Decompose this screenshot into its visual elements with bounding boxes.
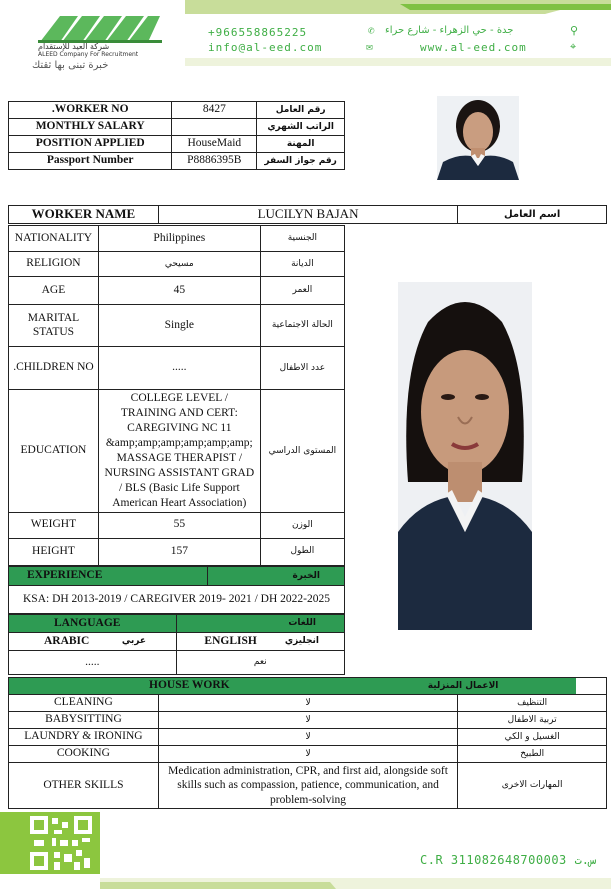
company-name-ar: شركة العيد للإستقدام [38, 42, 110, 51]
salary-value [172, 119, 257, 136]
qr-block [0, 812, 100, 874]
whatsapp-icon: ✆ [368, 24, 376, 37]
house-work-label-ar: الاعمال المنزلية [428, 678, 577, 695]
table-row [9, 729, 607, 746]
laundry-label-ar: الغسيل و الكي [458, 729, 607, 746]
location-icon: ⚲ [570, 24, 580, 37]
other-skills-label-ar: المهارات الاخرى [458, 763, 607, 809]
marital-label: MARITAL STATUS [9, 305, 99, 347]
language-label-ar: اللغات [176, 615, 344, 633]
table-row [9, 763, 607, 809]
worker-no-value: 8427 [172, 102, 257, 119]
address-text: جدة - حي الزهراء - شارع حراء [385, 25, 514, 36]
house-work-label: HOUSE WORK [9, 678, 458, 695]
marital-label-ar: الحالة الاجتماعية [260, 305, 344, 347]
passport-label: Passport Number [9, 153, 172, 170]
english-value: نعم [176, 651, 344, 675]
marital-value: Single [98, 305, 260, 347]
weight-value: 55 [98, 512, 260, 538]
table-row [9, 136, 345, 153]
details-table [8, 225, 345, 566]
english-label: ENGLISH [176, 633, 260, 651]
babysitting-label: BABYSITTING [9, 712, 159, 729]
table-row [9, 119, 345, 136]
experience-value: KSA: DH 2013-2019 / CAREGIVER 2019- 2021 / DH 2022-2025 [9, 586, 345, 614]
salary-label-ar: الراتب الشهري [257, 119, 345, 136]
cooking-label: COOKING [9, 746, 159, 763]
table-row [9, 277, 345, 305]
position-value: HouseMaid [172, 136, 257, 153]
top-info-table [8, 101, 345, 170]
laundry-label: LAUNDRY & IRONING [9, 729, 159, 746]
experience-table [8, 566, 345, 614]
other-skills-value: Medication administration, CPR, and first aid, alongside soft skills such as compassion, patience, communication, and problem-solving [158, 763, 457, 809]
worker-name-label: WORKER NAME [9, 206, 159, 224]
salary-label: MONTHLY SALARY [9, 119, 172, 136]
table-row [9, 512, 345, 538]
small-photo [437, 96, 519, 180]
age-label: AGE [9, 277, 99, 305]
nationality-label-ar: الجنسية [260, 226, 344, 252]
cleaning-value: لا [158, 695, 457, 712]
height-label-ar: الطول [260, 538, 344, 565]
passport-label-ar: رقم جواز السفر [257, 153, 345, 170]
cleaning-label-ar: التنظيف [458, 695, 607, 712]
education-value: COLLEGE LEVEL / TRAINING AND CERT: CAREGIVING NC 11 &amp;amp;amp;amp;amp;amp; MASSAGE THERAPIST / NURSING ASSISTANT GRAD / BLS (Basic Life Support American Heart Association) [98, 390, 260, 513]
passport-value: P8886395B [172, 153, 257, 170]
experience-label-ar: الخبرة [208, 567, 345, 586]
cooking-value: لا [158, 746, 457, 763]
cooking-label-ar: الطبيخ [458, 746, 607, 763]
website-text: www.al-eed.com [420, 41, 527, 54]
worker-name-table [8, 205, 607, 224]
religion-label: RELIGION [9, 252, 99, 277]
experience-label: EXPERIENCE [9, 567, 208, 586]
table-row [9, 102, 345, 119]
height-value: 157 [98, 538, 260, 565]
nationality-value: Philippines [98, 226, 260, 252]
table-row [9, 390, 345, 513]
table-row [9, 746, 607, 763]
arabic-value: ..... [9, 651, 177, 675]
arabic-label: ARABIC [9, 633, 93, 651]
footer-band [100, 876, 611, 887]
house-work-table [8, 677, 607, 809]
position-label: POSITION APPLIED [9, 136, 172, 153]
babysitting-label-ar: تربية الاطفال [458, 712, 607, 729]
arabic-label-ar: عربي [92, 633, 176, 651]
age-value: 45 [98, 277, 260, 305]
babysitting-value: لا [158, 712, 457, 729]
language-table [8, 614, 345, 675]
children-label: .CHILDREN NO [9, 347, 99, 390]
laundry-value: لا [158, 729, 457, 746]
age-label-ar: العمر [260, 277, 344, 305]
table-row [9, 712, 607, 729]
table-row [9, 226, 345, 252]
commercial-registration: C.R 311082648700003 س.ت [420, 853, 597, 867]
cleaning-label: CLEANING [9, 695, 159, 712]
company-slogan: خبرة تبنى بها ثقتك [32, 60, 109, 71]
children-value: ..... [98, 347, 260, 390]
table-row [9, 153, 345, 170]
weight-label: WEIGHT [9, 512, 99, 538]
weight-label-ar: الوزن [260, 512, 344, 538]
religion-value: مسيحي [98, 252, 260, 277]
full-photo [398, 282, 532, 630]
table-row [9, 305, 345, 347]
web-icon: ⌖ [570, 40, 578, 53]
education-label: EDUCATION [9, 390, 99, 513]
header [0, 0, 611, 71]
qr-code-icon [26, 814, 96, 872]
phone-text: +966558865225 [208, 26, 308, 39]
children-label-ar: عدد الاطفال [260, 347, 344, 390]
worker-name-label-ar: اسم العامل [458, 206, 607, 224]
worker-no-label-ar: رقم العامل [257, 102, 345, 119]
other-skills-label: OTHER SKILLS [9, 763, 159, 809]
email-text: info@al-eed.com [208, 41, 323, 54]
religion-label-ar: الديانة [260, 252, 344, 277]
company-name-en: ALEED Company For Recruitment [38, 51, 139, 58]
nationality-label: NATIONALITY [9, 226, 99, 252]
mail-icon: ✉ [366, 40, 374, 53]
education-label-ar: المستوى الدراسي [260, 390, 344, 513]
english-label-ar: انجليزي [260, 633, 345, 651]
table-row [9, 695, 607, 712]
table-row [9, 252, 345, 277]
height-label: HEIGHT [9, 538, 99, 565]
worker-name-value: LUCILYN BAJAN [158, 206, 457, 224]
position-label-ar: المهنة [257, 136, 345, 153]
table-row [9, 347, 345, 390]
worker-no-label: .WORKER NO [9, 102, 172, 119]
table-row [9, 538, 345, 565]
language-label: LANGUAGE [9, 615, 177, 633]
